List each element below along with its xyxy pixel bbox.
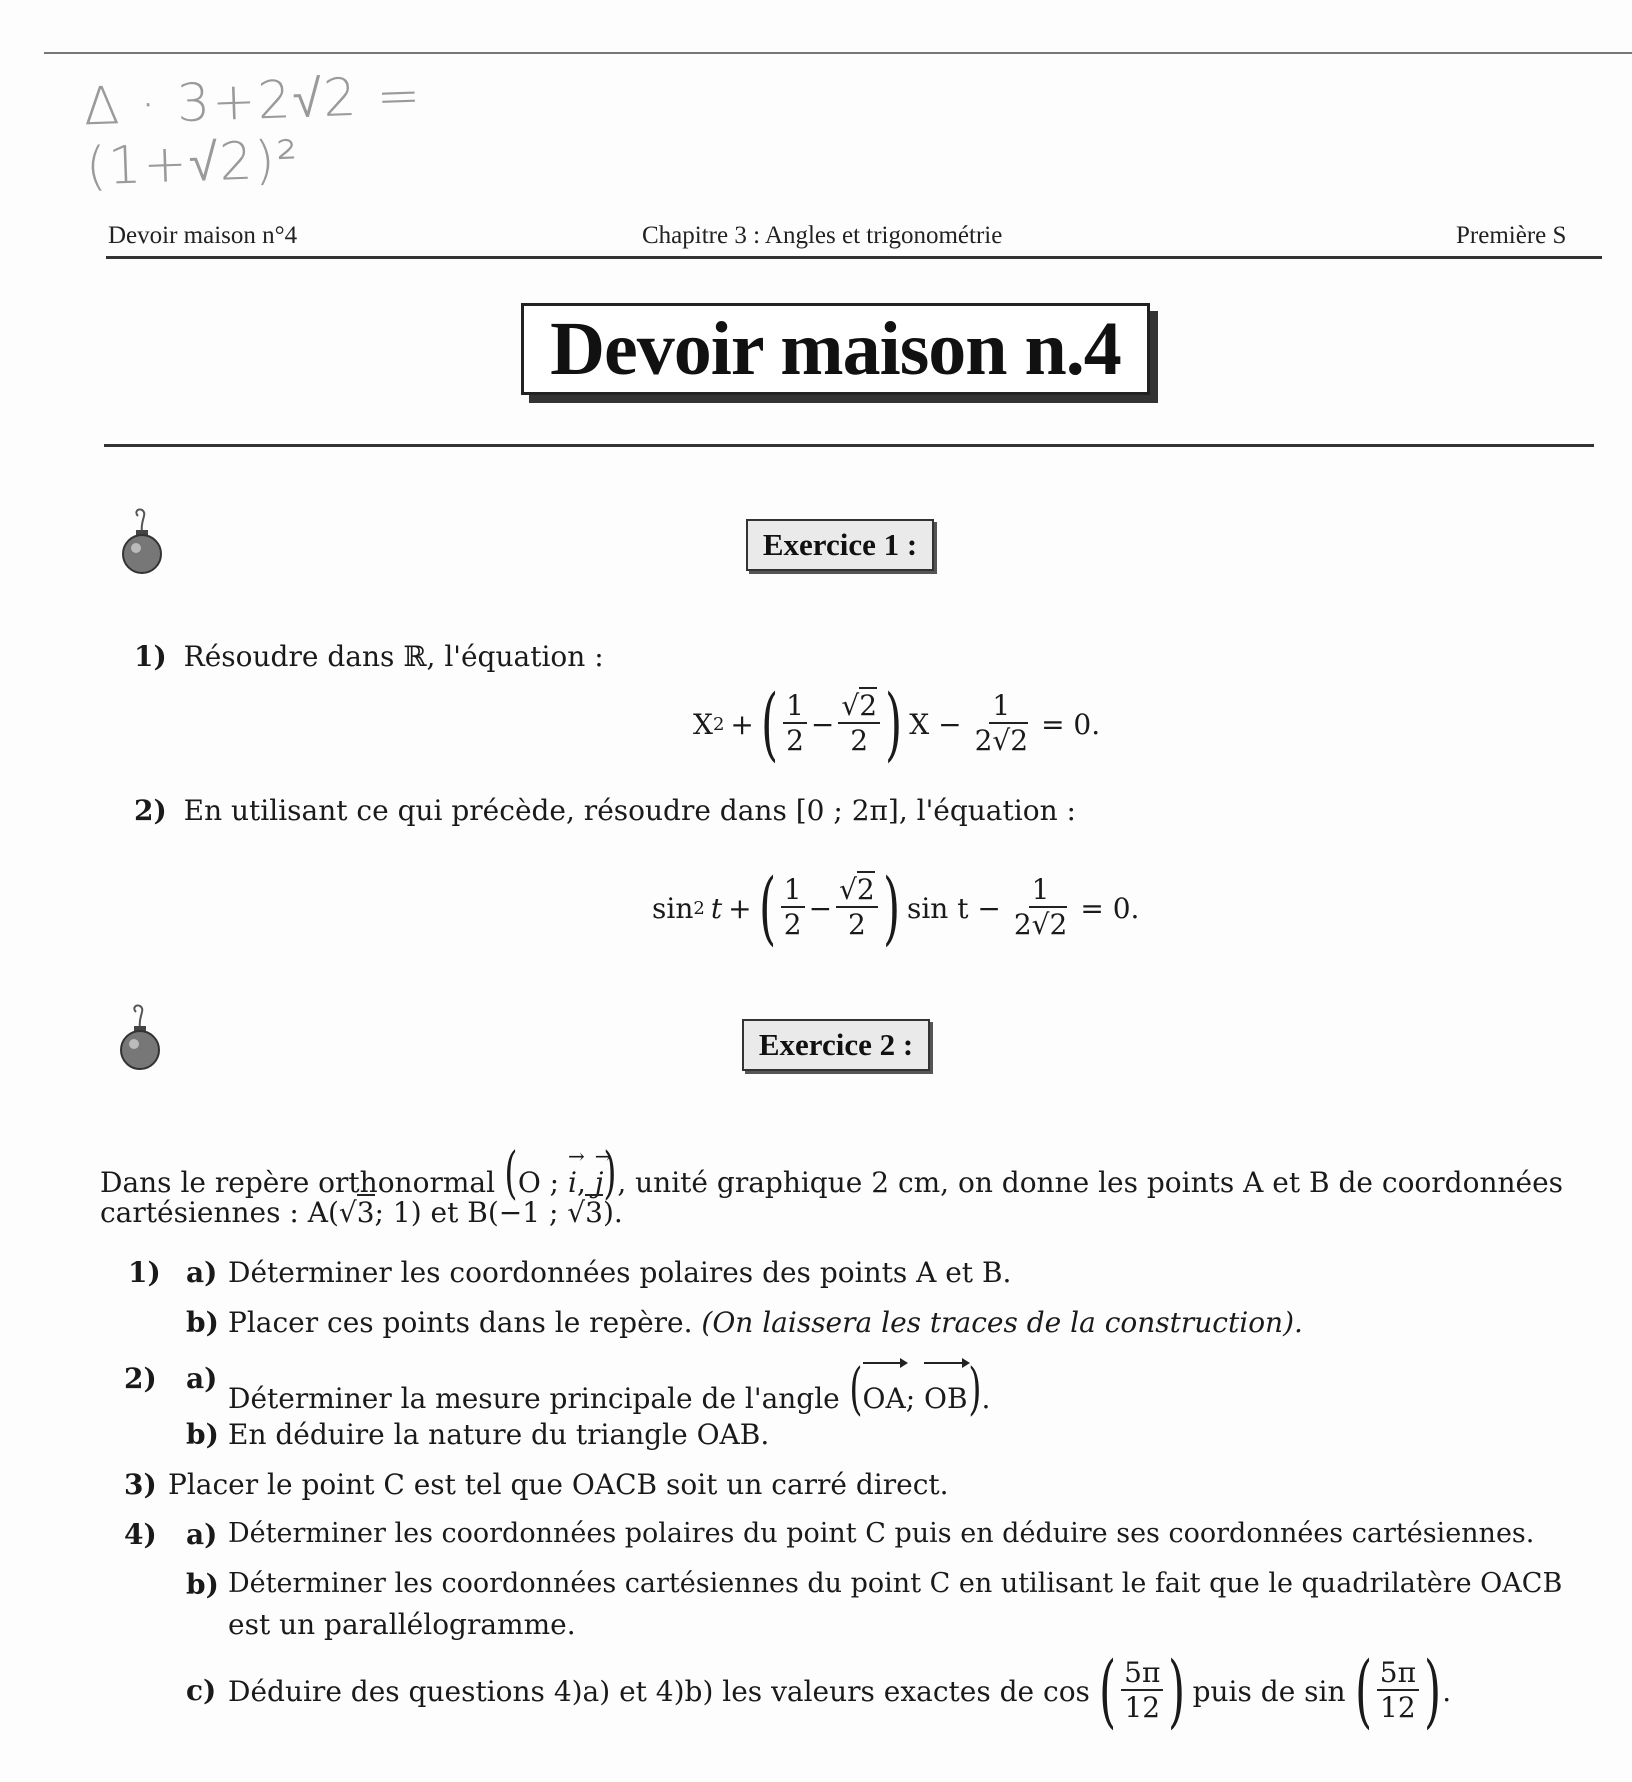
eq2-end: = 0. bbox=[1080, 891, 1140, 925]
ex1-q1-number: 1) bbox=[134, 640, 167, 673]
eq1-rparen: ) bbox=[885, 677, 903, 770]
ex2-q4c-end: . bbox=[1442, 1674, 1452, 1708]
q4c-cos-lparen: ( bbox=[1098, 1644, 1117, 1737]
eq1-plus: + bbox=[730, 707, 754, 741]
title-rule bbox=[104, 444, 1594, 447]
eq1-frac-1: $\frac{1}{2}$ bbox=[783, 690, 807, 758]
ex2-q1b-italic: (On laissera les traces de la construction). bbox=[701, 1306, 1303, 1339]
ex2-frame-lparen: ( bbox=[504, 1141, 518, 1206]
page-title-box bbox=[521, 303, 1150, 395]
eq2-frac-2: $\frac{√2}{2}$ bbox=[836, 874, 878, 942]
ex1-equation-1 bbox=[693, 676, 1100, 772]
header-rule bbox=[106, 256, 1602, 259]
ex2-intro-c: cartésiennes : A bbox=[100, 1196, 328, 1229]
ex2-q1a-text: Déterminer les coordonnées polaires des points A et B. bbox=[228, 1256, 1012, 1289]
eq1-end: = 0. bbox=[1041, 707, 1101, 741]
ex2-frame-rparen: ) bbox=[603, 1141, 617, 1206]
ex2-vector-i: → i bbox=[568, 1166, 577, 1199]
ex2-q2a-text: Déterminer la mesure principale de l'angle bbox=[228, 1382, 840, 1415]
ex2-q1b-text: Placer ces points dans le repère. bbox=[228, 1306, 693, 1339]
ex2-q4a-text: Déterminer les coordonnées polaires du point C puis en déduire ses coordonnées cartésiennes. bbox=[228, 1518, 1535, 1549]
ex2-q2b-text: En déduire la nature du triangle OAB. bbox=[228, 1418, 770, 1451]
eq2-rparen: ) bbox=[882, 861, 900, 954]
ex2-intro-b: , unité graphique 2 cm, on donne les points A et B de coordonnées bbox=[617, 1166, 1564, 1199]
ex2-q4b-line1: Déterminer les coordonnées cartésiennes du point C en utilisant le fait que le quadrilatère OACB bbox=[228, 1568, 1563, 1599]
ex2-q2a bbox=[228, 1357, 991, 1422]
ex2-q2a-sep: ; bbox=[905, 1382, 925, 1415]
eq2-frac-3: $\frac{1}{2√2}$ bbox=[1013, 873, 1068, 942]
ex2-intro-d: et B bbox=[421, 1196, 488, 1229]
ex2-q4-number: 4) bbox=[124, 1518, 157, 1551]
ex1-q1 bbox=[134, 640, 604, 673]
bomb-icon bbox=[118, 508, 164, 576]
q4c-sin-rparen: ) bbox=[1423, 1644, 1442, 1737]
ex1-q1-text: Résoudre dans ℝ, l'équation : bbox=[183, 640, 604, 673]
eq1-var: X bbox=[693, 707, 713, 741]
ex2-q4c bbox=[228, 1646, 1451, 1736]
top-page-rule bbox=[44, 52, 1632, 54]
ex2-vector-OA: OA bbox=[863, 1382, 906, 1415]
exercise-2-heading: Exercice 2 : bbox=[742, 1019, 930, 1071]
ex2-q4b-line2: est un parallélogramme. bbox=[228, 1608, 576, 1641]
eq2-lparen: ( bbox=[758, 861, 776, 954]
ex2-q4c-label: c) bbox=[186, 1674, 217, 1707]
q4c-sin-lparen: ( bbox=[1354, 1644, 1372, 1737]
ex1-equation-2 bbox=[652, 860, 1139, 956]
ex2-q4a-label: a) bbox=[186, 1518, 218, 1551]
header-right: Première S bbox=[1456, 222, 1567, 249]
ex2-q4c-text-a: Déduire des questions 4)a) et 4)b) les valeurs exactes de cos bbox=[228, 1674, 1090, 1708]
eq1-frac-2: $\frac{√2}{2}$ bbox=[838, 690, 880, 758]
ex2-q2a-end: . bbox=[981, 1382, 991, 1415]
ex2-q4b-label: b) bbox=[186, 1568, 219, 1601]
eq2-exp: 2 bbox=[693, 897, 705, 919]
ex2-intro-line2: cartésiennes : A(√3; 1) et B(−1 ; √3). bbox=[100, 1196, 623, 1229]
eq1-mid: X − bbox=[909, 707, 962, 741]
eq1-frac-3: $\frac{1}{2√2}$ bbox=[974, 689, 1029, 758]
ex1-q2-text: En utilisant ce qui précède, résoudre dans [0 ; 2π], l'équation : bbox=[183, 794, 1076, 827]
q4c-cos-frac: $\frac{5\pi}{12}$ bbox=[1121, 1657, 1163, 1725]
ex2-q2a-lparen: ( bbox=[849, 1357, 863, 1422]
q4c-cos-rparen: ) bbox=[1168, 1644, 1186, 1737]
exercise-1-heading: Exercice 1 : bbox=[746, 519, 934, 571]
ex2-q2b-label: b) bbox=[186, 1418, 219, 1451]
eq2-frac-1: $\frac{1}{2}$ bbox=[781, 874, 805, 942]
eq2-sin: sin bbox=[652, 891, 694, 925]
ex2-B-first: −1 ; bbox=[498, 1196, 568, 1229]
ex2-q1-number: 1) bbox=[128, 1256, 161, 1289]
ex2-q1a-label: a) bbox=[186, 1256, 218, 1289]
ex2-intro-line1: Dans le repère orthonormal (O ; → i, → j), unité graphique 2 cm, on donne les points A et B de coordonnées bbox=[100, 1146, 1563, 1202]
ex2-A-rad: 3 bbox=[356, 1196, 375, 1229]
ex2-A-rest: ; 1 bbox=[374, 1196, 411, 1229]
ex2-intro-a: Dans le repère orthonormal bbox=[100, 1166, 496, 1199]
eq1-minus: − bbox=[810, 707, 835, 741]
eq2-plus: + bbox=[728, 891, 752, 925]
ex2-q2a-rparen: ) bbox=[967, 1357, 982, 1422]
ex2-q3-text: Placer le point C est tel que OACB soit un carré direct. bbox=[168, 1468, 949, 1501]
page-title: Devoir maison n.4 bbox=[550, 306, 1121, 391]
ex1-q2-number: 2) bbox=[134, 794, 167, 827]
ex2-q2-number: 2) bbox=[124, 1362, 157, 1395]
ex2-vector-j: → j bbox=[595, 1166, 604, 1199]
ex2-vector-OB: OB bbox=[924, 1382, 968, 1415]
eq2-mid: sin t − bbox=[906, 891, 1001, 925]
ex2-q3-number: 3) bbox=[124, 1468, 157, 1501]
ex2-intro-e: . bbox=[613, 1196, 623, 1229]
eq2-var: t bbox=[710, 891, 723, 925]
eq1-exp: 2 bbox=[712, 713, 725, 735]
ex2-q4c-text-b: puis de sin bbox=[1192, 1674, 1346, 1708]
q4c-sin-frac: $\frac{5\pi}{12}$ bbox=[1377, 1657, 1419, 1725]
eq1-lparen: ( bbox=[760, 677, 779, 770]
bomb-icon bbox=[116, 1004, 162, 1072]
ex1-q2 bbox=[134, 794, 1076, 827]
ex2-B-rad: 3 bbox=[585, 1196, 603, 1229]
ex2-frame-origin: O ; bbox=[517, 1166, 569, 1199]
ex2-q1b bbox=[228, 1306, 1303, 1339]
ex2-q1b-label: b) bbox=[186, 1306, 219, 1339]
eq2-minus: − bbox=[808, 891, 833, 925]
ex2-q2a-label: a) bbox=[186, 1362, 218, 1395]
handwritten-note: Δ · 3+2√2 = (1+√2)² bbox=[82, 65, 424, 198]
header-left: Devoir maison n°4 bbox=[108, 222, 298, 249]
header-center: Chapitre 3 : Angles et trigonométrie bbox=[642, 222, 1003, 249]
